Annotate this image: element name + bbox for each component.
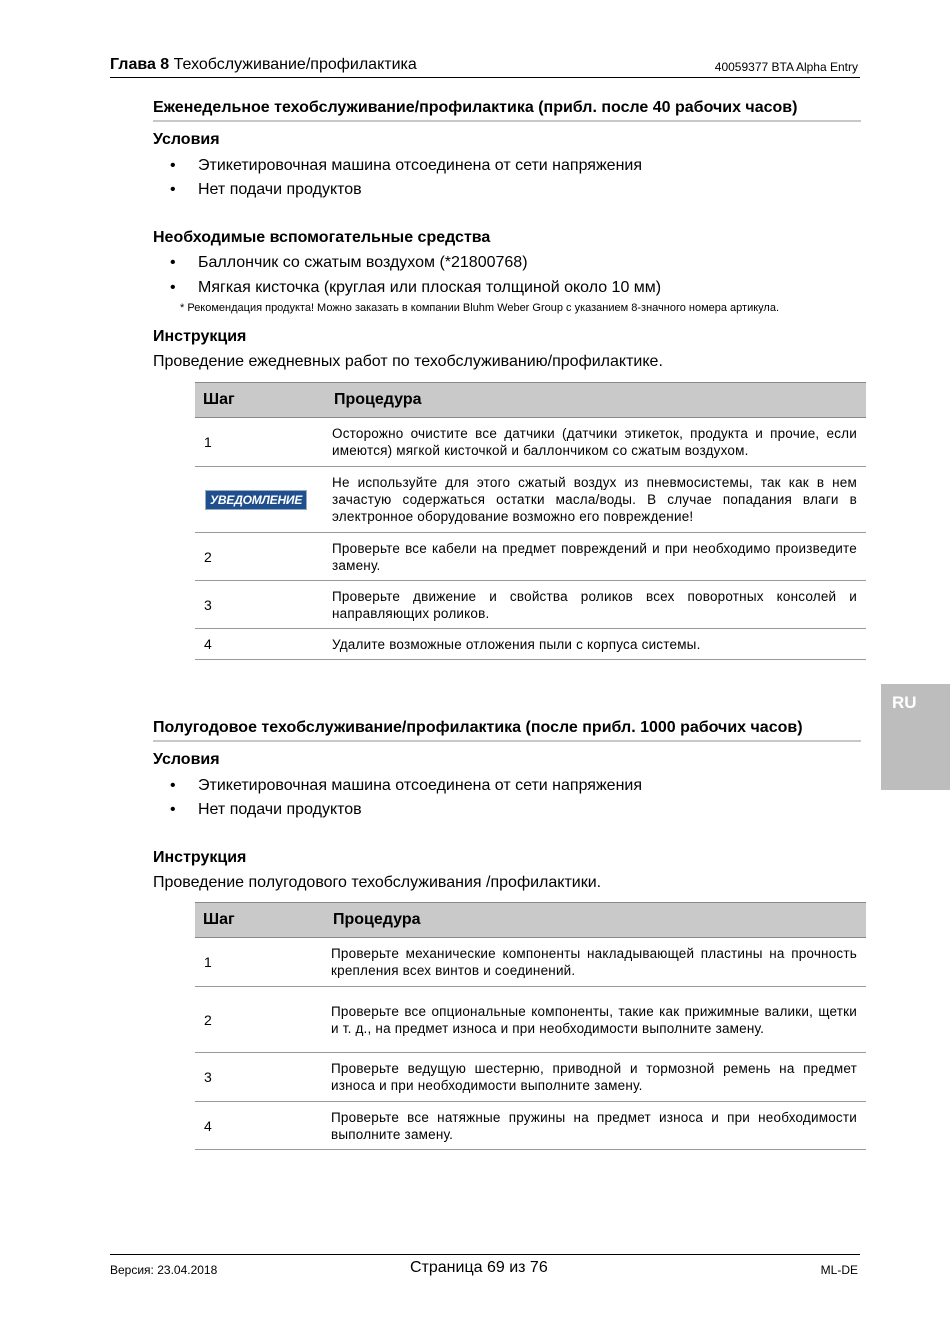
version-date: Версия: 23.04.2018 [110, 1263, 218, 1277]
procedure-text: Проверьте все натяжные пружины на предмет износа и при необходимости выполните замену. [323, 1102, 866, 1150]
table-header-row [195, 903, 866, 938]
step-number: 1 [195, 418, 324, 467]
column-header-step: Шаг [195, 383, 324, 418]
step-number: 1 [195, 938, 323, 987]
table-row [195, 418, 866, 467]
semiannual-instruction-text: Проведение полугодового техобслуживания /профилактики. [153, 874, 602, 891]
step-number: 2 [195, 533, 324, 581]
column-header-procedure: Процедура [324, 383, 866, 418]
step-number: 3 [195, 581, 324, 629]
weekly-section-title: Еженедельное техобслуживание/профилактика (прибл. после 40 рабочих часов) [153, 99, 861, 122]
weekly-procedure-table [195, 382, 866, 660]
list-item: • Нет подачи продуктов [170, 801, 362, 818]
table-row [195, 938, 866, 987]
table-row [195, 533, 866, 581]
page-footer [110, 1254, 860, 1285]
weekly-instruction-heading: Инструкция [153, 328, 247, 345]
semiannual-conditions-heading: Условия [153, 751, 220, 768]
semiannual-instruction-heading: Инструкция [153, 849, 247, 866]
table-header-row [195, 383, 866, 418]
table-row [195, 467, 866, 533]
list-item: • Баллончик со сжатым воздухом (*21800768) [170, 254, 528, 271]
weekly-conditions-heading: Условия [153, 131, 220, 148]
list-item: • Мягкая кисточка (круглая или плоская толщиной около 10 мм) [170, 279, 662, 296]
procedure-text: Не используйте для этого сжатый воздух из пневмосистемы, так как в нем зачастую содержаться остатки масла/воды. В случае попадания влаги в электронное оборудование возможно его повреждение! [324, 467, 866, 533]
step-number: 4 [195, 629, 324, 660]
list-item: • Этикетировочная машина отсоединена от сети напряжения [170, 157, 642, 174]
column-header-procedure: Процедура [323, 903, 866, 938]
page-number: Страница 69 из 76 [410, 1259, 548, 1276]
table-row [195, 1102, 866, 1150]
procedure-text: Проверьте все опциональные компоненты, такие как прижимные валики, щетки и т. д., на предмет износа и при необходимости выполните замену. [323, 987, 866, 1053]
chapter-title: Глава 8 Техобслуживание/профилактика [110, 56, 417, 73]
notice-badge: УВЕДОМЛЕНИЕ [205, 490, 307, 510]
procedure-text: Осторожно очистите все датчики (датчики этикеток, продукта и прочие, если имеются) мягкой кисточкой и баллончиком со сжатым воздухом. [324, 418, 866, 467]
procedure-text: Удалите возможные отложения пыли с корпуса системы. [324, 629, 866, 660]
weekly-tools-heading: Необходимые вспомогательные средства [153, 229, 491, 246]
procedure-text: Проверьте все кабели на предмет повреждений и при необходимо произведите замену. [324, 533, 866, 581]
footnote: * Рекомендация продукта! Можно заказать в компании Bluhm Weber Group с указанием 8-значного номера артикула. [180, 302, 780, 314]
semiannual-section-title: Полугодовое техобслуживание/профилактика (после прибл. 1000 рабочих часов) [153, 719, 861, 742]
step-number: 3 [195, 1053, 323, 1102]
step-number: 2 [195, 987, 323, 1053]
procedure-text: Проверьте механические компоненты накладывающей пластины на прочность крепления всех винтов и соединений. [323, 938, 866, 987]
table-row [195, 987, 866, 1053]
procedure-text: Проверьте ведущую шестерню, приводной и тормозной ремень на предмет износа и при необходимости выполните замену. [323, 1053, 866, 1102]
weekly-instruction-text: Проведение ежедневных работ по техобслуживанию/профилактике. [153, 353, 663, 370]
column-header-step: Шаг [195, 903, 323, 938]
semiannual-procedure-table [195, 902, 866, 1150]
document-reference: 40059377 BTA Alpha Entry [714, 60, 858, 74]
language-tab: RU [881, 684, 950, 790]
step-number: 4 [195, 1102, 323, 1150]
notice-cell [195, 467, 324, 533]
table-row [195, 581, 866, 629]
table-row [195, 629, 866, 660]
footer-code: ML-DE [820, 1263, 858, 1277]
table-row [195, 1053, 866, 1102]
list-item: • Этикетировочная машина отсоединена от сети напряжения [170, 777, 642, 794]
procedure-text: Проверьте движение и свойства роликов всех поворотных консолей и направляющих роликов. [324, 581, 866, 629]
page-header [110, 55, 860, 78]
list-item: • Нет подачи продуктов [170, 181, 362, 198]
